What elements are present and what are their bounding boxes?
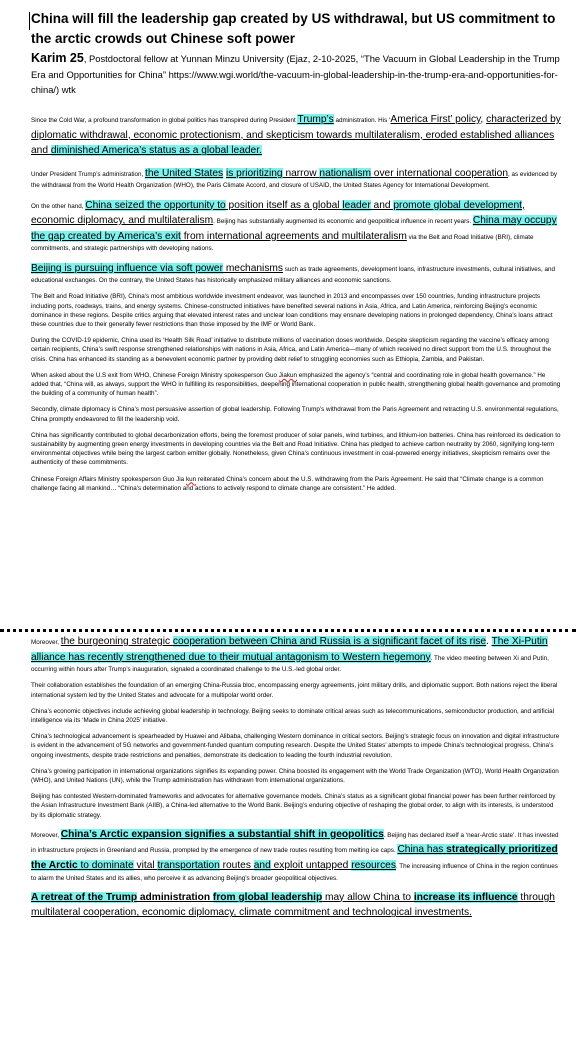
paragraph-10: Chinese Foreign Affairs Ministry spokesperson Guo Jia kun reiterated China’s concern about the U.S. withdrawing from the Paris Agreement. He said that “Climate change is a common challenge facing all mankind… “China’s determination and actions to actively respond to climate change are consistent.” He added. xyxy=(31,475,544,492)
paragraph-1: Since the Cold War, a profound transformation in global politics has transpired during President Trump’s administration. His ‘America First’ policy, characterized by diplomatic withdrawal, economic protectionism, and skepticism towards multilateralism, eroded established alliances and diminished America’s status as a global leader. xyxy=(31,114,561,157)
card-citation[interactable] xyxy=(31,51,561,98)
cite-credentials: , Postdoctoral fellow at Yunnan Minzu University (Ejaz, 2-10-2025, “The Vacuum in Global Leadership in the Trump Era and Opportunities for China” https://www.wgi.world/the-vacuum-in-global-leadership-in-the-trump-era-and-opportunities-for-china/) wtk xyxy=(31,53,560,95)
paragraph-14: China’s technological advancement is spearheaded by Huawei and Alibaba, challenging Western dominance in critical sectors. Beijing’s strategic focus on innovation and digital infrastructure is evident in the advancement of 5G networks and government-funded quantum computing research. Despite the United States’ attempts to impede China’s technological progress, China’s ongoing investments, despite trade restrictions and penalties, demonstrate its dedication to leading the fourth industrial revolution. xyxy=(31,733,560,759)
paragraph-4: Beijing is pursuing influence via soft power mechanisms such as trade agreements, development loans, infrastructure investments, cultural initiatives, and educational exchanges. On the contrary, the United States has historically emphasized military alliances and economic sanctions. xyxy=(31,262,555,285)
paragraph-17: Moreover, China’s Arctic expansion signifies a substantial shift in geopolitics. Beijing has declared itself a ‘near-Arctic state’. It has invested in infrastructure projects in Greenland and Russia, prompted by the emergence of new trade routes resulting from melting ice caps. China has strategically prioritized the Arctic to dominate vital transportation routes and exploit untapped resources. The increasing influence of China in the region continues to alarm the United States and its allies, who perceive it as advancing Beijing’s broader geopolitical objectives. xyxy=(31,828,559,882)
paragraph-3: On the other hand, China seized the opportunity to position itself as a global leader and promote global development, economic diplomacy, and multilateralism. Beijing has substantially augmented its economic and geopolitical influence in recent years. China may occupy the gap created by America’s exit from international agreements and multilateralism via the Belt and Road Initiative (BRI), climate commitments, and strategic partnerships with developing nations. xyxy=(31,199,557,253)
cite-author: Karim 25 xyxy=(31,51,84,65)
paragraph-13: China’s economic objectives include achieving global leadership in technology. Beijing seeks to dominate critical areas such as telecommunications, semiconductor production, and artificial intelligence via its ‘Made in China 2025’ initiative. xyxy=(31,707,555,724)
paragraph-16: Beijing has contested Western-dominated frameworks and advocates for alternative governance models. China’s status as a significant global financial power has been further reinforced by the Asian Infrastructure Investment Bank (AIIB), a China-led alternative to the World Bank. Beijing’s enduring objective of reshaping the global order, to align with its interests, is understood by its diplomatic strategy. xyxy=(31,793,556,819)
paragraph-9: China has significantly contributed to global decarbonization efforts, being the foremost producer of solar panels, wind turbines, and lithium-ion batteries. China has reinforced its dedication to sustainability by augmenting green energy investments in developing countries via the Belt and Road Initiative. China has pledged to achieve carbon neutrality by 2060, signifying long-term environmental objectives while being the largest carbon emitter globally. Nonetheless, given China’s continuous investment in coal-powered energy initiatives, skepticism remains over the authenticity of these commitments. xyxy=(31,431,561,467)
paragraph-6: During the COVID-19 epidemic, China used its ‘Health Silk Road’ initiative to distribute millions of vaccination doses worldwide. Despite skepticism regarding the vaccine’s efficacy among certain recipients, China’s swift response strengthened relationships with nations in Asia, Africa, and Latin America—many of which received no direct support from the U.S. throughout the crisis. China has enhanced its standing as a benevolent economic partner by providing debt relief to struggling economies such as Ethiopia, Zambia, and Pakistan. xyxy=(31,337,552,363)
paragraph-5: The Belt and Road Initiative (BRI), China’s most ambitious worldwide investment endeavor, was launched in 2013 and encompasses over 150 countries, funding infrastructure projects including ports, roadways, trains, and energy systems. Chinese-constructed initiatives have benefited several nations in Asia, Africa, and Latin America, reinforcing Beijing’s economic dominance in these regions. Despite critics arguing that elevated interest rates and unclear loan conditions may ensnare developing nations in prolonged dependency, China’s loans attract these countries due to their generally fewer restrictions than those imposed by the IMF or World Bank. xyxy=(31,293,553,328)
card-tag[interactable]: China will fill the leadership gap created by US withdrawal, but US commitment to the arctic crowds out Chinese soft power xyxy=(31,11,556,46)
paragraph-2: Under President Trump’s administration, the United States is prioritizing narrow nationalism over international cooperation, as evidenced by the withdrawal from the World Health Organization (WHO), the Paris Climate Accord, and closure of USAID, the United States Agency for International Development. xyxy=(31,167,558,190)
paragraph-15: China’s growing participation in international organizations signifies its expanding power. China boosted its engagement with the World Trade Organization (WTO), World Health Organization (WHO), and United Nations (UN), while the Trump administration has withdrawn from international organizations. xyxy=(31,767,559,785)
paragraph-7: When asked about the U.S exit from WHO, Chinese Foreign Ministry spokesperson Guo Jiakun emphasized the agency’s “central and coordinating role in global health governance.” He added that, “China will, as always, support the WHO in fulfilling its responsibilities, deepening international cooperation in public health, strengthening global health governance and promoting the building of a community of human health”. xyxy=(31,371,561,398)
page-break-divider xyxy=(0,629,576,632)
paragraph-8: Secondly, climate diplomacy is China’s most persuasive assertion of global leadership. Following Trump’s withdrawal from the Paris Agreement and retracting U.S. environmental regulations, China promptly endeavored to fill the leadership void. xyxy=(31,406,559,423)
text-cursor xyxy=(29,12,30,30)
paragraph-18: A retreat of the Trump administration from global leadership may allow China to increase its influence through multilateral cooperation, economic diplomacy, climate commitment and technological investments. xyxy=(31,891,555,919)
card-body-upper[interactable] xyxy=(31,112,561,500)
paragraph-11: Moreover, the burgeoning strategic cooperation between China and Russia is a significant facet of its rise. The Xi-Putin alliance has recently strengthened due to their mutual antagonism to Western hegemony. The video meeting between Xi and Putin, occurring within hours after Trump’s inauguration, signaled a coordinated challenge to the U.S.-led global order. xyxy=(31,636,549,674)
card-body-lower[interactable] xyxy=(31,634,561,928)
paragraph-12: Their collaboration establishes the foundation of an emerging China-Russia bloc, encompassing energy agreements, joint military drills, and diplomatic support. Both nations reject the liberal international system led by the United States and advocate for a multipolar world order. xyxy=(31,682,558,699)
